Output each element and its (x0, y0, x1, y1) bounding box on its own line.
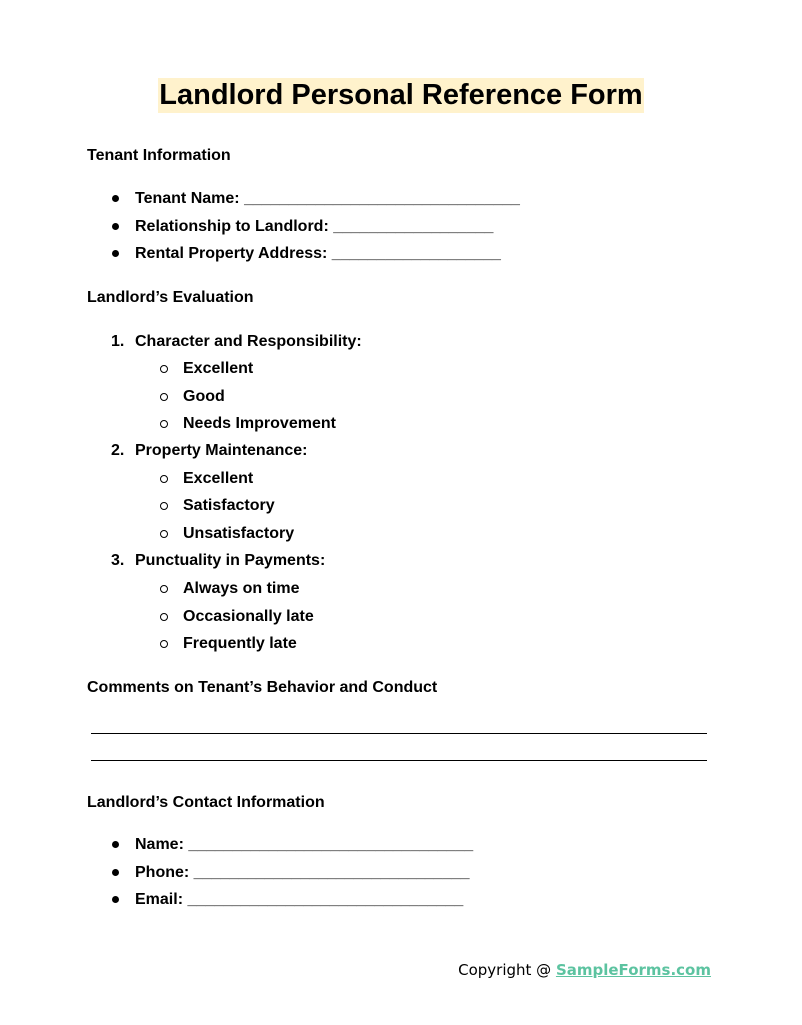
radio-circle-icon[interactable] (160, 530, 168, 538)
contact-email-field[interactable] (135, 891, 463, 909)
option-label[interactable]: Excellent (183, 470, 254, 487)
option-label[interactable]: Frequently late (183, 635, 297, 652)
contact-email-label: Email: (135, 891, 184, 908)
option-label[interactable]: Excellent (183, 360, 254, 377)
radio-circle-icon[interactable] (160, 640, 168, 648)
comments-heading: Comments on Tenant’s Behavior and Conduct (87, 679, 438, 696)
relationship-blank[interactable]: __________________ (333, 218, 494, 235)
contact-name-field[interactable] (135, 836, 473, 854)
title-wrapper (0, 78, 802, 113)
tenant-name-label: Tenant Name: (135, 190, 240, 207)
question-maintenance-label: Property Maintenance: (135, 442, 308, 459)
option-label[interactable]: Needs Improvement (183, 415, 336, 432)
bullet-icon (112, 841, 119, 848)
bullet-icon (112, 250, 119, 257)
copyright-prefix: Copyright @ (458, 961, 556, 979)
contact-email-blank[interactable]: _______________________________ (187, 891, 464, 908)
contact-phone-field[interactable] (135, 864, 470, 882)
tenant-name-field[interactable] (135, 190, 520, 208)
contact-phone-label: Phone: (135, 864, 190, 881)
radio-circle-icon[interactable] (160, 393, 168, 401)
relationship-label: Relationship to Landlord: (135, 218, 329, 235)
rental-address-label: Rental Property Address: (135, 245, 328, 262)
question-number: 2. (111, 442, 125, 459)
question-character-label: Character and Responsibility: (135, 333, 362, 350)
relationship-field[interactable] (135, 218, 493, 236)
comment-line[interactable] (91, 760, 707, 761)
tenant-info-heading: Tenant Information (87, 147, 231, 164)
question-number: 1. (111, 333, 125, 350)
contact-phone-blank[interactable]: _______________________________ (193, 864, 470, 881)
bullet-icon (112, 223, 119, 230)
rental-address-blank[interactable]: ___________________ (331, 245, 501, 262)
evaluation-heading: Landlord’s Evaluation (87, 289, 254, 306)
bullet-icon (112, 896, 119, 903)
option-label[interactable]: Always on time (183, 580, 300, 597)
contact-name-blank[interactable]: ________________________________ (188, 836, 474, 853)
option-label[interactable]: Satisfactory (183, 497, 275, 514)
radio-circle-icon[interactable] (160, 475, 168, 483)
radio-circle-icon[interactable] (160, 585, 168, 593)
question-punctuality-label: Punctuality in Payments: (135, 552, 326, 569)
option-label[interactable]: Good (183, 388, 225, 405)
option-label[interactable]: Unsatisfactory (183, 525, 295, 542)
option-label[interactable]: Occasionally late (183, 608, 314, 625)
radio-circle-icon[interactable] (160, 502, 168, 510)
copyright-notice (458, 961, 711, 979)
bullet-icon (112, 869, 119, 876)
radio-circle-icon[interactable] (160, 420, 168, 428)
rental-address-field[interactable] (135, 245, 501, 263)
comment-line[interactable] (91, 733, 707, 734)
contact-heading: Landlord’s Contact Information (87, 794, 325, 811)
question-number: 3. (111, 552, 125, 569)
brand-link[interactable]: SampleForms.com (555, 961, 711, 979)
contact-name-label: Name: (135, 836, 184, 853)
radio-circle-icon[interactable] (160, 613, 168, 621)
tenant-name-blank[interactable]: _______________________________ (244, 190, 520, 207)
radio-circle-icon[interactable] (160, 365, 168, 373)
page-title: Landlord Personal Reference Form (159, 79, 643, 111)
bullet-icon (112, 195, 119, 202)
